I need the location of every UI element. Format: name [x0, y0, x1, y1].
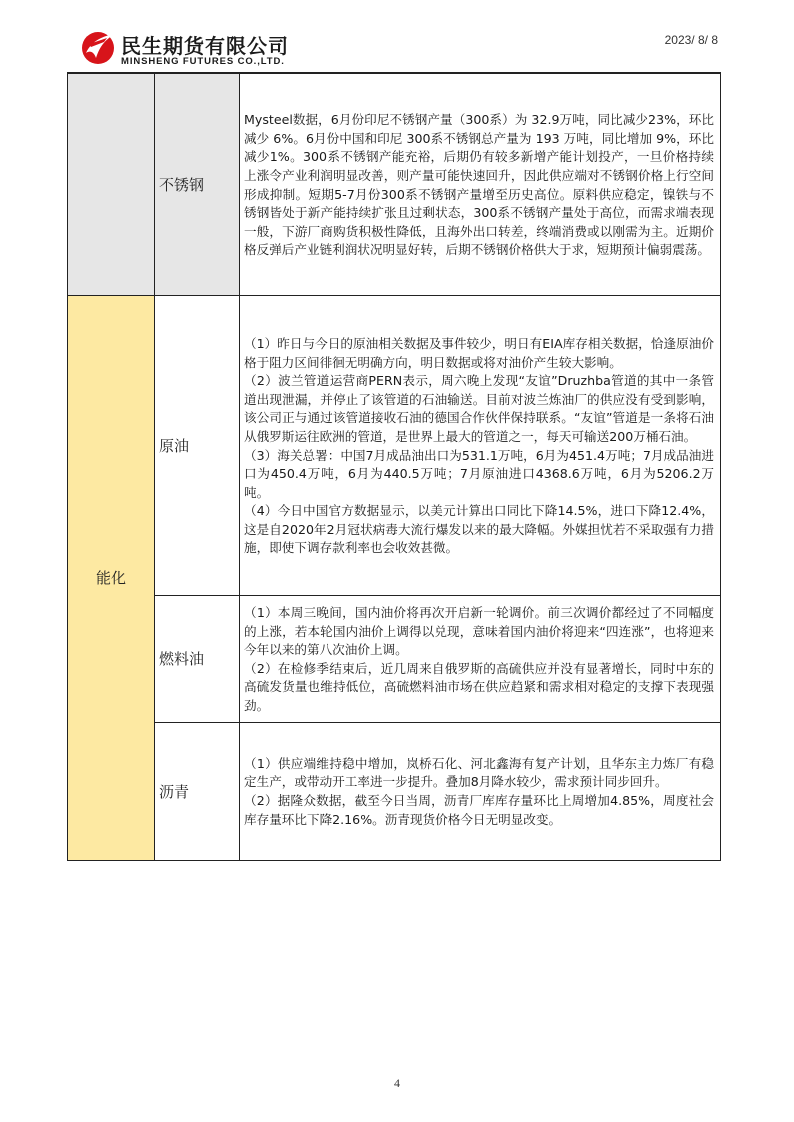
paragraph: （4）今日中国官方数据显示，以美元计算出口同比下降14.5%，进口下降12.4%，这是自2020年2月冠状病毒大流行爆发以来的最大降幅。外媒担忧若不采取强有力措施，即使下调存款利率也会收效甚微。: [244, 503, 714, 556]
table-row-asphalt: [68, 722, 721, 860]
commentary-crude: [240, 296, 721, 596]
page-number: 4: [394, 1076, 400, 1090]
commentary-fuel: [240, 596, 721, 723]
table-row-crude: [68, 296, 721, 596]
category-cell-energy: 能化: [68, 296, 155, 861]
product-name-stainless: 不锈钢: [155, 74, 240, 296]
paragraph: （1）供应端维持稳中增加，岚桥石化、河北鑫海有复产计划，且华东主力炼厂有稳定生产，或带动开工率进一步提升。叠加8月降水较少，需求预计同步回升。: [244, 755, 714, 790]
product-name-fuel: 燃料油: [155, 596, 240, 723]
page-header: [0, 0, 794, 72]
product-name-crude: 原油: [155, 296, 240, 596]
paragraph: （1）昨日与今日的原油相关数据及事件较少，明日有EIA库存相关数据，恰逢原油价格于阻力区间徘徊无明确方向，明日数据或将对油价产生较大影响。: [244, 335, 714, 370]
paragraph: （3）海关总署：中国7月成品油出口为531.1万吨，6月为451.4万吨；7月成品油进口为450.4万吨，6月为440.5万吨；7月原油进口4368.6万吨，6月为5206.2万吨。: [244, 447, 714, 500]
commentary-asphalt: [240, 722, 721, 860]
commodity-commentary-table: [67, 73, 721, 861]
minsheng-logo-icon: [80, 28, 116, 66]
category-cell-metals: [68, 74, 155, 296]
paragraph: （1）本周三晚间，国内油价将再次开启新一轮调价。前三次调价都经过了不同幅度的上涨，若本轮国内油价上调得以兑现，意味着国内油价将迎来“四连涨”，也将迎来今年以来的第八次油价上调。: [244, 605, 714, 658]
table-row-stainless: [68, 74, 721, 296]
paragraph: Mysteel数据，6月份印尼不锈钢产量（300系）为 32.9万吨，同比减少23%，环比减少 6%。6月份中国和印尼 300系不锈钢总产量为 193 万吨，同比增加 9%，环比减少1%。300系不锈钢产能充裕，后期仍有较多新增产能计划投产，一旦价格持续上涨令产业利润明显改善，则产量可能快速回升，因此供应端对不锈钢价格上行空间形成抑制。短期5-7月份300系不锈钢产量增至历史高位。原料供应稳定，镍铁与不锈钢皆处于新产能持续扩张且过剩状态，300系不锈钢产量处于高位，而需求端表现一般，下游厂商购货积极性降低，且海外出口转差，终端消费或以刚需为主。近期价格反弹后产业链利润状况明显好转，后期不锈钢价格供大于求，短期预计偏弱震荡。: [244, 112, 714, 258]
product-name-asphalt: 沥青: [155, 722, 240, 860]
paragraph: （2）据隆众数据，截至今日当周，沥青厂库库存量环比上周增加4.85%，周度社会库存量环比下降2.16%。沥青现货价格今日无明显改变。: [244, 793, 714, 827]
company-name-cn: 民生期货有限公司: [121, 34, 289, 58]
company-name-en: MINSHENG FUTURES CO.,LTD.: [121, 56, 285, 67]
paragraph: （2）波兰管道运营商PERN表示，周六晚上发现“友谊”Druzhba管道的其中一条管道出现泄漏，并停止了该管道的石油输送。目前对波兰炼油厂的供应没有受到影响，该公司正与通过该管道接收石油的德国合作伙伴保持联系。“友谊”管道是一条将石油从俄罗斯运往欧洲的管道，是世界上最大的管道之一，每天可输送200万桶石油。: [244, 373, 714, 444]
table-row-fuel: [68, 596, 721, 723]
report-date: 2023/ 8/ 8: [664, 33, 718, 47]
paragraph: （2）在检修季结束后，近几周来自俄罗斯的高硫供应并没有显著增长，同时中东的高硫发货量也维持低位，高硫燃料油市场在供应趋紧和需求相对稳定的支撑下表现强劲。: [244, 660, 714, 713]
commentary-stainless: [240, 74, 721, 296]
